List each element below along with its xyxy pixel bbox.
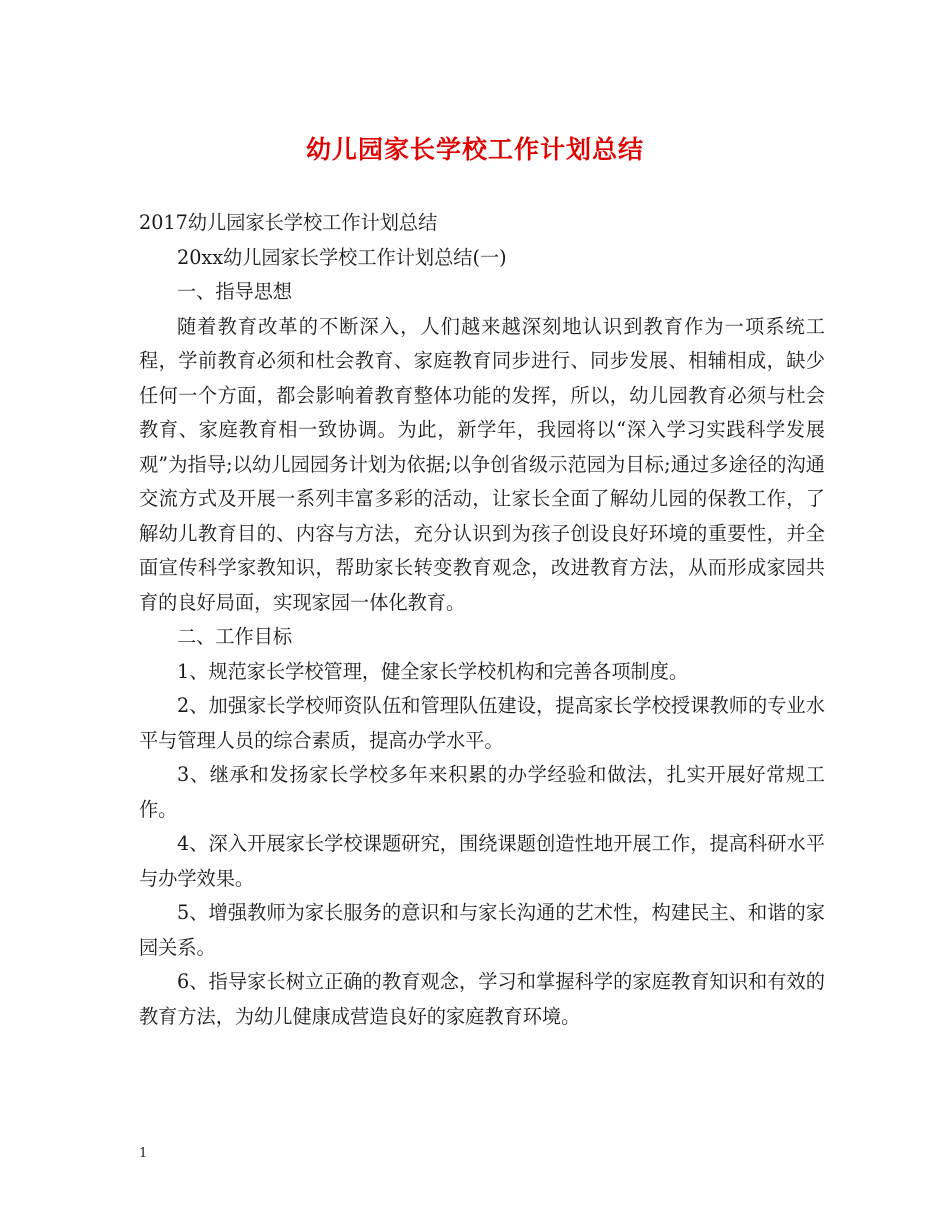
goal-item-5: 5、增强教师为家长服务的意识和与家长沟通的艺术性，构建民主、和谐的家园关系。 — [139, 901, 825, 959]
heading-work-goals: 二、工作目标 — [177, 625, 293, 648]
paragraph-guiding-thought: 随着教育改革的不断深入，人们越来越深刻地认识到教育作为一项系统工程，学前教育必须和杜会教育、家庭教育同步进行、同步发展、相辅相成，缺少任何一个方面，都会影响着教育整体功能的发挥，所以，幼儿园教育必须与杜会教育、家庭教育相一致协调。为此，新学年，我园将以“深入学习实践科学发展观”为指导;以幼儿园园务计划为依据;以争创省级示范园为目标;通过多途径的沟通交流方式及开展一系列丰富多彩的活动，让家长全面了解幼儿园的保教工作，了解幼儿教育目的、内容与方法，充分认识到为孩子创设良好环境的重要性，并全面宣传科学家教知识，帮助家长转变教育观念，改进教育方法，从而形成家园共育的良好局面，实现家园一体化教育。 — [139, 314, 825, 614]
document-title: 幼儿园家长学校工作计划总结 — [305, 135, 644, 164]
goal-item-1: 1、规范家长学校管理，健全家长学校机构和完善各项制度。 — [177, 659, 689, 683]
paragraph-subtitle: 2017幼儿园家长学校工作计划总结 — [139, 211, 438, 234]
goal-item-6: 6、指导家长树立正确的教育观念，学习和掌握科学的家庭教育知识和有效的教育方法，为幼儿健康成营造良好的家庭教育环境。 — [139, 970, 825, 1028]
document-body — [139, 206, 825, 1034]
goal-item-3: 3、继承和发扬家长学校多年来积累的办学经验和做法，扎实开展好常规工作。 — [139, 763, 825, 821]
page-number: 1 — [139, 1146, 148, 1161]
heading-guiding-thought: 一、指导思想 — [177, 280, 293, 303]
goal-item-4: 4、深入开展家长学校课题研究，围绕课题创造性地开展工作，提高科研水平与办学效果。 — [139, 832, 825, 890]
paragraph-section-heading: 20xx幼儿园家长学校工作计划总结(一) — [177, 245, 507, 269]
goal-item-2: 2、加强家长学校师资队伍和管理队伍建设，提高家长学校授课教师的专业水平与管理人员的综合素质，提高办学水平。 — [139, 694, 825, 752]
